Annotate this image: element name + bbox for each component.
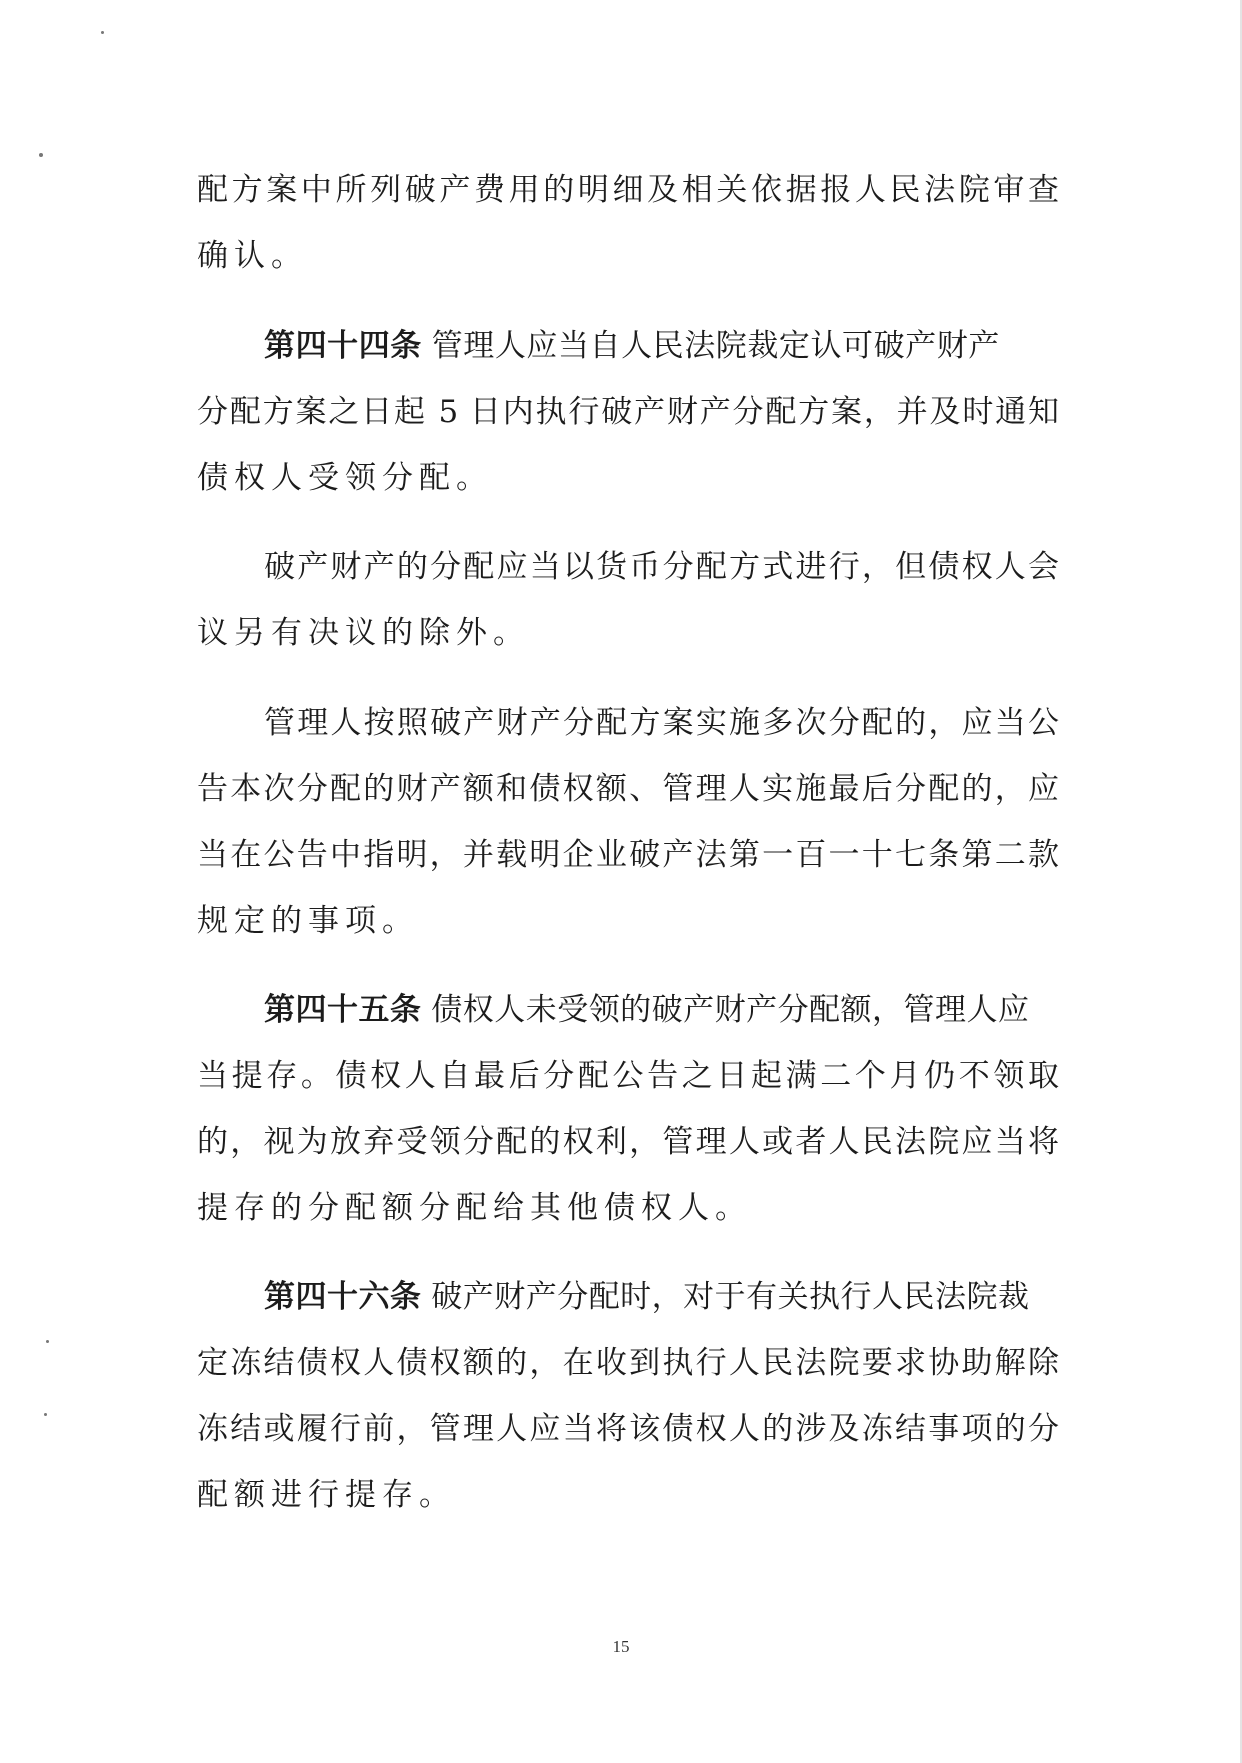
line-text: 配额进行提存。 <box>197 1477 456 1513</box>
line-text: 分配方案之日起 5 日内执行破产财产分配方案，并及时通知 <box>197 394 1059 430</box>
text-line <box>197 1054 1059 1098</box>
text-line <box>197 899 1059 943</box>
text-line <box>197 1473 1059 1517</box>
text-line <box>197 1186 1059 1230</box>
text-line <box>197 833 1059 877</box>
scan-speck <box>101 31 104 34</box>
line-text: 当在公告中指明，并载明企业破产法第一百一十七条第二款 <box>197 837 1059 873</box>
line-text: 当提存。债权人自最后分配公告之日起满二个月仍不领取 <box>197 1058 1059 1094</box>
text-line <box>197 234 1059 278</box>
line-text: 破产财产分配时，对于有关执行人民法院裁 <box>431 1279 1030 1315</box>
line-text: 的，视为放弃受领分配的权利，管理人或者人民法院应当将 <box>197 1124 1059 1160</box>
text-line <box>264 545 1059 589</box>
line-text: 提存的分配额分配给其他债权人。 <box>197 1190 752 1226</box>
line-text: 破产财产的分配应当以货币分配方式进行，但债权人会 <box>264 549 1059 585</box>
article-number: 第四十四条 <box>264 328 422 364</box>
text-line <box>197 456 1059 500</box>
article-number: 第四十六条 <box>264 1279 422 1315</box>
text-line <box>197 1120 1059 1164</box>
line-text: 规定的事项。 <box>197 903 419 939</box>
text-line <box>197 611 1059 655</box>
line-text: 冻结或履行前，管理人应当将该债权人的涉及冻结事项的分 <box>197 1411 1059 1447</box>
scan-speck <box>39 153 43 157</box>
line-text: 配方案中所列破产费用的明细及相关依据报人民法院审查 <box>197 172 1059 208</box>
article-45-heading-line <box>264 988 1059 1032</box>
line-text: 管理人按照破产财产分配方案实施多次分配的，应当公 <box>264 705 1059 741</box>
line-text: 告本次分配的财产额和债权额、管理人实施最后分配的，应 <box>197 771 1059 807</box>
article-44-heading-line <box>264 324 1059 368</box>
text-line <box>197 767 1059 811</box>
article-46-heading-line <box>264 1275 1059 1319</box>
line-text: 债权人受领分配。 <box>197 460 493 496</box>
line-text: 债权人未受领的破产财产分配额，管理人应 <box>431 992 1030 1028</box>
line-text: 管理人应当自人民法院裁定认可破产财产 <box>431 328 1000 364</box>
line-text: 确认。 <box>197 238 308 274</box>
article-number: 第四十五条 <box>264 992 422 1028</box>
scan-speck <box>44 1413 47 1416</box>
page-number: 15 <box>612 1637 630 1656</box>
line-text: 议另有决议的除外。 <box>197 615 530 651</box>
line-text: 定冻结债权人债权额的，在收到执行人民法院要求协助解除 <box>197 1345 1059 1381</box>
text-line <box>197 1407 1059 1451</box>
text-line <box>197 1341 1059 1385</box>
text-line <box>197 390 1059 434</box>
text-line <box>264 701 1059 745</box>
scan-speck <box>46 1340 49 1343</box>
text-line <box>197 168 1059 212</box>
